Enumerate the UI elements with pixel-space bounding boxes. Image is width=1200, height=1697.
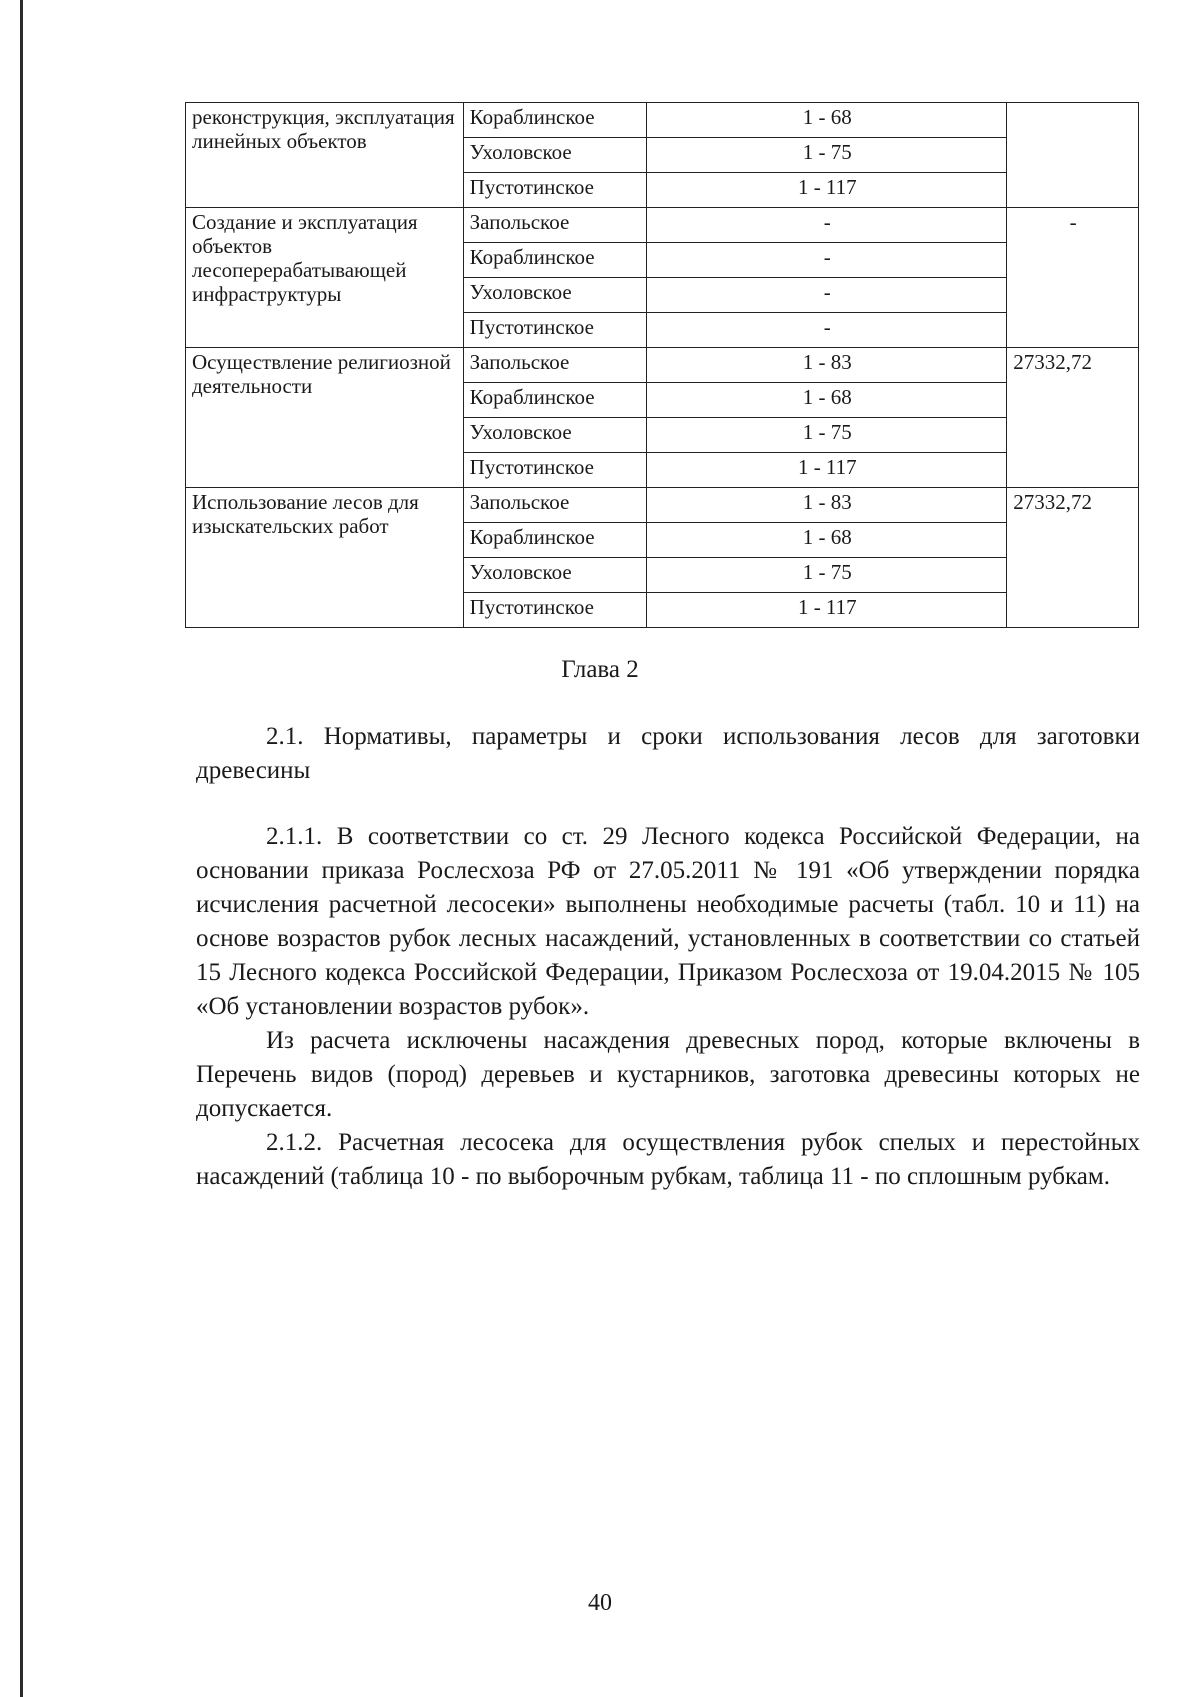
table-row bbox=[186, 208, 1139, 243]
paragraph-exclusion: Из расчета исключены насаждения древесных пород, которые включены в Перечень видов (пород) деревьев и кустарников, заготовка древесины которых не допускается. bbox=[196, 1027, 1140, 1122]
table-row bbox=[186, 348, 1139, 383]
quarters-cell: 1 - 83 bbox=[647, 488, 1007, 523]
quarters-cell: 1 - 68 bbox=[647, 523, 1007, 558]
page-left-border bbox=[20, 0, 23, 1697]
forestry-cell: Пустотинское bbox=[463, 313, 647, 348]
quarters-cell: 1 - 117 bbox=[647, 453, 1007, 488]
forestry-cell: Пустотинское bbox=[463, 173, 647, 208]
quarters-cell: 1 - 75 bbox=[647, 558, 1007, 593]
forestry-cell: Ухоловское bbox=[463, 558, 647, 593]
quarters-cell: 1 - 75 bbox=[647, 138, 1007, 173]
price-cell: 27332,72 bbox=[1007, 348, 1139, 488]
purpose-cell: Использование лесов для изыскательских работ bbox=[186, 488, 464, 628]
forestry-cell: Пустотинское bbox=[463, 593, 647, 628]
purpose-cell: Осуществление религиозной деятельности bbox=[186, 348, 464, 488]
body-text bbox=[196, 820, 1140, 1194]
chapter-title: Глава 2 bbox=[561, 656, 639, 683]
forestry-cell: Кораблинское bbox=[463, 243, 647, 278]
purpose-cell: Создание и эксплуатация объектов лесоперерабатывающей инфраструктуры bbox=[186, 208, 464, 348]
quarters-cell: 1 - 68 bbox=[647, 383, 1007, 418]
quarters-cell: - bbox=[647, 208, 1007, 243]
forestry-cell: Кораблинское bbox=[463, 383, 647, 418]
price-cell: 27332,72 bbox=[1007, 488, 1139, 628]
paragraph-2-1-1: 2.1.1. В соответствии со ст. 29 Лесного кодекса Российской Федерации, на основании приказа Рослесхоза РФ от 27.05.2011 № 191 «Об утверждении порядка исчисления расчетной лесосеки» выполнены необходимые расчеты (табл. 10 и 11) на основе возрастов рубок лесных насаждений, установленных в соответствии со статьей 15 Лесного кодекса Российской Федерации, Приказом Рослесхоза от 19.04.2015 № 105 «Об установлении возрастов рубок». bbox=[196, 823, 1140, 1020]
forest-use-table bbox=[185, 102, 1139, 628]
forestry-cell: Запольское bbox=[463, 488, 647, 523]
quarters-cell: - bbox=[647, 243, 1007, 278]
purpose-cell: реконструкция, эксплуатация линейных объектов bbox=[186, 103, 464, 208]
forestry-cell: Ухоловское bbox=[463, 138, 647, 173]
forestry-cell: Пустотинское bbox=[463, 453, 647, 488]
quarters-cell: 1 - 68 bbox=[647, 103, 1007, 138]
quarters-cell: - bbox=[647, 278, 1007, 313]
section-heading: 2.1. Нормативы, параметры и сроки использования лесов для заготовки древесины bbox=[196, 723, 1140, 784]
table-row bbox=[186, 103, 1139, 138]
price-cell bbox=[1007, 103, 1139, 208]
forestry-cell: Кораблинское bbox=[463, 103, 647, 138]
quarters-cell: 1 - 117 bbox=[647, 173, 1007, 208]
forestry-cell: Кораблинское bbox=[463, 523, 647, 558]
quarters-cell: 1 - 83 bbox=[647, 348, 1007, 383]
forestry-cell: Запольское bbox=[463, 208, 647, 243]
price-cell: - bbox=[1007, 208, 1139, 348]
forestry-cell: Ухоловское bbox=[463, 278, 647, 313]
quarters-cell: 1 - 117 bbox=[647, 593, 1007, 628]
paragraph-2-1-2: 2.1.2. Расчетная лесосека для осуществления рубок спелых и перестойных насаждений (таблица 10 - по выборочным рубкам, таблица 11 - по сплошным рубкам. bbox=[196, 1129, 1140, 1190]
section-heading-block bbox=[196, 720, 1140, 788]
forestry-cell: Запольское bbox=[463, 348, 647, 383]
quarters-cell: - bbox=[647, 313, 1007, 348]
quarters-cell: 1 - 75 bbox=[647, 418, 1007, 453]
forestry-cell: Ухоловское bbox=[463, 418, 647, 453]
page-number: 40 bbox=[588, 1590, 612, 1616]
table-row bbox=[186, 488, 1139, 523]
